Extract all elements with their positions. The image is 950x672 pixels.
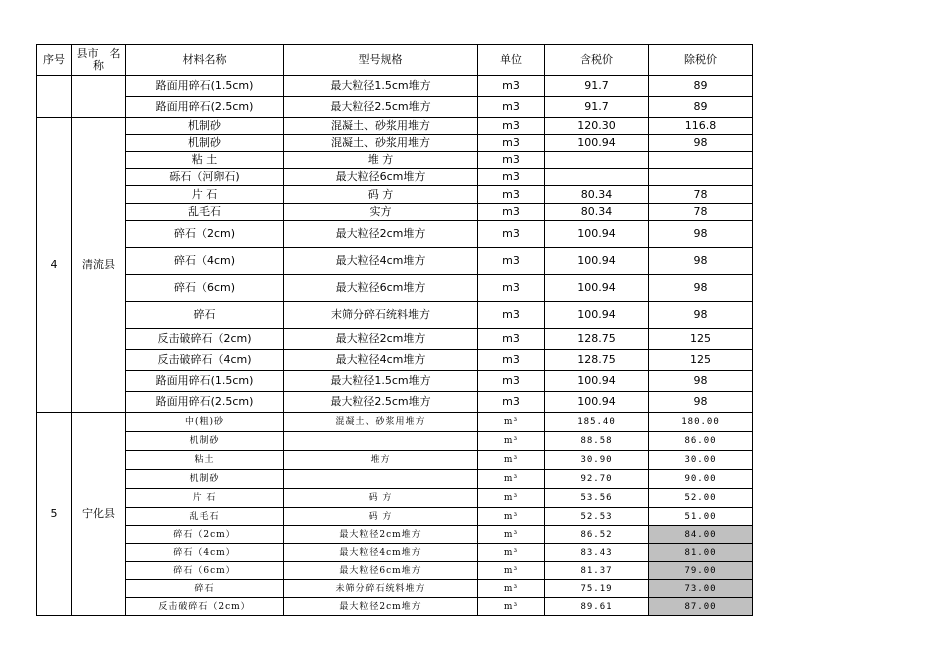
material-spec: 码 方 bbox=[284, 186, 478, 204]
price-tax-excl: 116.8 bbox=[649, 118, 753, 135]
table-row bbox=[37, 371, 753, 392]
group-top bbox=[37, 76, 753, 118]
material-name: 机制砂 bbox=[126, 118, 284, 135]
price-tax-excl: 78 bbox=[649, 204, 753, 221]
row-number: 4 bbox=[37, 118, 72, 413]
material-name: 碎石 bbox=[126, 580, 284, 598]
group-qingliu bbox=[37, 118, 753, 413]
unit: m3 bbox=[478, 221, 545, 248]
material-spec: 实方 bbox=[284, 204, 478, 221]
price-tax-incl: 88.58 bbox=[545, 432, 649, 451]
price-tax-excl: 79.00 bbox=[649, 562, 753, 580]
material-spec: 堆 方 bbox=[284, 152, 478, 169]
price-tax-incl: 30.90 bbox=[545, 451, 649, 470]
material-name: 路面用碎石(1.5cm) bbox=[126, 371, 284, 392]
table-row bbox=[37, 76, 753, 97]
price-tax-excl: 98 bbox=[649, 275, 753, 302]
material-name: 片 石 bbox=[126, 489, 284, 508]
price-tax-excl: 78 bbox=[649, 186, 753, 204]
table-row bbox=[37, 413, 753, 432]
price-tax-incl: 100.94 bbox=[545, 371, 649, 392]
material-spec: 码 方 bbox=[284, 489, 478, 508]
material-name: 机制砂 bbox=[126, 470, 284, 489]
material-spec: 最大粒径1.5cm堆方 bbox=[284, 371, 478, 392]
header-tax-incl: 含税价 bbox=[545, 45, 649, 76]
price-tax-incl: 81.37 bbox=[545, 562, 649, 580]
material-spec: 最大粒径2cm堆方 bbox=[284, 598, 478, 616]
unit: m3 bbox=[478, 392, 545, 413]
price-tax-incl: 91.7 bbox=[545, 76, 649, 97]
material-name: 乱毛石 bbox=[126, 204, 284, 221]
material-spec: 最大粒径2.5cm堆方 bbox=[284, 392, 478, 413]
material-name: 中(粗)砂 bbox=[126, 413, 284, 432]
material-spec: 混凝土、砂浆用堆方 bbox=[284, 413, 478, 432]
unit: m3 bbox=[478, 97, 545, 118]
unit: m³ bbox=[478, 470, 545, 489]
table-row bbox=[37, 248, 753, 275]
table-row bbox=[37, 169, 753, 186]
price-tax-incl: 53.56 bbox=[545, 489, 649, 508]
unit: m3 bbox=[478, 135, 545, 152]
material-spec: 最大粒径4cm堆方 bbox=[284, 248, 478, 275]
row-number: 5 bbox=[37, 413, 72, 616]
material-name: 粘 土 bbox=[126, 152, 284, 169]
price-tax-excl: 51.00 bbox=[649, 508, 753, 526]
unit: m3 bbox=[478, 275, 545, 302]
material-spec: 混凝土、砂浆用堆方 bbox=[284, 118, 478, 135]
price-tax-excl bbox=[649, 152, 753, 169]
unit: m3 bbox=[478, 169, 545, 186]
table-row bbox=[37, 152, 753, 169]
unit: m3 bbox=[478, 204, 545, 221]
price-tax-excl: 98 bbox=[649, 392, 753, 413]
unit: m3 bbox=[478, 302, 545, 329]
table-row bbox=[37, 432, 753, 451]
header-row bbox=[37, 45, 753, 76]
material-spec: 最大粒径2.5cm堆方 bbox=[284, 97, 478, 118]
price-tax-incl: 80.34 bbox=[545, 204, 649, 221]
table-row bbox=[37, 275, 753, 302]
table-row bbox=[37, 350, 753, 371]
unit: m³ bbox=[478, 598, 545, 616]
price-tax-excl: 98 bbox=[649, 302, 753, 329]
price-tax-excl: 125 bbox=[649, 329, 753, 350]
material-name: 粘土 bbox=[126, 451, 284, 470]
header-county-line2: 称 bbox=[93, 59, 104, 72]
table-row bbox=[37, 221, 753, 248]
header-spec: 型号规格 bbox=[284, 45, 478, 76]
header-name: 材料名称 bbox=[126, 45, 284, 76]
price-tax-incl: 128.75 bbox=[545, 350, 649, 371]
price-tax-incl: 83.43 bbox=[545, 544, 649, 562]
material-name: 碎石（2cm） bbox=[126, 526, 284, 544]
table-row bbox=[37, 580, 753, 598]
unit: m3 bbox=[478, 118, 545, 135]
price-tax-incl: 100.94 bbox=[545, 248, 649, 275]
table-row bbox=[37, 118, 753, 135]
table-row bbox=[37, 97, 753, 118]
material-name: 碎石（4cm) bbox=[126, 248, 284, 275]
price-tax-incl: 91.7 bbox=[545, 97, 649, 118]
unit: m³ bbox=[478, 562, 545, 580]
price-tax-excl: 98 bbox=[649, 221, 753, 248]
price-tax-excl: 52.00 bbox=[649, 489, 753, 508]
table-row bbox=[37, 135, 753, 152]
county-name: 清流县 bbox=[72, 118, 126, 413]
material-name: 砾石（河卵石) bbox=[126, 169, 284, 186]
price-tax-excl: 98 bbox=[649, 371, 753, 392]
unit: m³ bbox=[478, 526, 545, 544]
price-tax-excl: 89 bbox=[649, 97, 753, 118]
material-name: 碎石（4cm） bbox=[126, 544, 284, 562]
material-name: 反击破碎石（2cm) bbox=[126, 329, 284, 350]
price-tax-incl: 92.70 bbox=[545, 470, 649, 489]
material-spec: 堆方 bbox=[284, 451, 478, 470]
material-spec: 最大粒径4cm堆方 bbox=[284, 544, 478, 562]
price-tax-excl: 86.00 bbox=[649, 432, 753, 451]
price-tax-excl bbox=[649, 169, 753, 186]
price-table bbox=[36, 44, 753, 616]
unit: m³ bbox=[478, 432, 545, 451]
material-name: 路面用碎石(2.5cm) bbox=[126, 392, 284, 413]
material-spec bbox=[284, 432, 478, 451]
table-row bbox=[37, 489, 753, 508]
material-spec: 最大粒径6cm堆方 bbox=[284, 562, 478, 580]
table-row bbox=[37, 562, 753, 580]
unit: m3 bbox=[478, 76, 545, 97]
unit: m³ bbox=[478, 413, 545, 432]
price-tax-excl: 98 bbox=[649, 135, 753, 152]
unit: m3 bbox=[478, 329, 545, 350]
material-spec: 最大粒径2cm堆方 bbox=[284, 329, 478, 350]
price-tax-incl: 100.94 bbox=[545, 275, 649, 302]
material-spec: 码 方 bbox=[284, 508, 478, 526]
price-tax-excl: 30.00 bbox=[649, 451, 753, 470]
price-tax-incl bbox=[545, 152, 649, 169]
price-tax-excl: 98 bbox=[649, 248, 753, 275]
unit: m3 bbox=[478, 152, 545, 169]
table-row bbox=[37, 508, 753, 526]
price-tax-excl: 90.00 bbox=[649, 470, 753, 489]
price-tax-excl: 125 bbox=[649, 350, 753, 371]
unit: m3 bbox=[478, 248, 545, 275]
group-ninghua bbox=[37, 413, 753, 616]
material-name: 路面用碎石(1.5cm) bbox=[126, 76, 284, 97]
county-name: 宁化县 bbox=[72, 413, 126, 616]
unit: m³ bbox=[478, 489, 545, 508]
material-spec: 未筛分碎石统料堆方 bbox=[284, 580, 478, 598]
price-tax-incl: 100.94 bbox=[545, 221, 649, 248]
table-row bbox=[37, 598, 753, 616]
price-tax-incl: 120.30 bbox=[545, 118, 649, 135]
price-tax-incl: 100.94 bbox=[545, 302, 649, 329]
price-tax-excl: 73.00 bbox=[649, 580, 753, 598]
material-spec: 最大粒径2cm堆方 bbox=[284, 526, 478, 544]
header-no: 序号 bbox=[37, 45, 72, 76]
unit: m3 bbox=[478, 371, 545, 392]
header-county bbox=[72, 45, 126, 76]
price-tax-incl: 80.34 bbox=[545, 186, 649, 204]
material-name: 碎石（6cm） bbox=[126, 562, 284, 580]
price-tax-incl bbox=[545, 169, 649, 186]
table-row bbox=[37, 526, 753, 544]
price-tax-incl: 86.52 bbox=[545, 526, 649, 544]
material-name: 反击破碎石（4cm) bbox=[126, 350, 284, 371]
row-number bbox=[37, 76, 72, 118]
price-tax-incl: 100.94 bbox=[545, 135, 649, 152]
price-tax-excl: 180.00 bbox=[649, 413, 753, 432]
material-spec: 最大粒径6cm堆方 bbox=[284, 275, 478, 302]
price-tax-incl: 185.40 bbox=[545, 413, 649, 432]
unit: m3 bbox=[478, 186, 545, 204]
unit: m³ bbox=[478, 580, 545, 598]
material-name: 路面用碎石(2.5cm) bbox=[126, 97, 284, 118]
unit: m³ bbox=[478, 544, 545, 562]
price-tax-incl: 128.75 bbox=[545, 329, 649, 350]
table-row bbox=[37, 544, 753, 562]
price-tax-incl: 89.61 bbox=[545, 598, 649, 616]
price-tax-incl: 52.53 bbox=[545, 508, 649, 526]
unit: m³ bbox=[478, 508, 545, 526]
header-tax-excl: 除税价 bbox=[649, 45, 753, 76]
table-row bbox=[37, 329, 753, 350]
material-name: 碎石 bbox=[126, 302, 284, 329]
price-tax-excl: 87.00 bbox=[649, 598, 753, 616]
material-spec: 最大粒径2cm堆方 bbox=[284, 221, 478, 248]
material-name: 乱毛石 bbox=[126, 508, 284, 526]
table-row bbox=[37, 392, 753, 413]
unit: m³ bbox=[478, 451, 545, 470]
material-name: 反击破碎石（2cm） bbox=[126, 598, 284, 616]
material-spec: 混凝土、砂浆用堆方 bbox=[284, 135, 478, 152]
header-county-line1: 县市 名 bbox=[76, 47, 121, 60]
price-tax-incl: 75.19 bbox=[545, 580, 649, 598]
material-name: 碎石（6cm) bbox=[126, 275, 284, 302]
price-tax-excl: 89 bbox=[649, 76, 753, 97]
table-row bbox=[37, 204, 753, 221]
price-tax-excl: 81.00 bbox=[649, 544, 753, 562]
unit: m3 bbox=[478, 350, 545, 371]
table-row bbox=[37, 186, 753, 204]
table-row bbox=[37, 451, 753, 470]
price-tax-incl: 100.94 bbox=[545, 392, 649, 413]
table-row bbox=[37, 470, 753, 489]
material-name: 碎石（2cm) bbox=[126, 221, 284, 248]
material-name: 机制砂 bbox=[126, 135, 284, 152]
material-spec bbox=[284, 470, 478, 489]
material-spec: 最大粒径1.5cm堆方 bbox=[284, 76, 478, 97]
material-spec: 最大粒径4cm堆方 bbox=[284, 350, 478, 371]
material-spec: 最大粒径6cm堆方 bbox=[284, 169, 478, 186]
price-tax-excl: 84.00 bbox=[649, 526, 753, 544]
table-row bbox=[37, 302, 753, 329]
material-name: 片 石 bbox=[126, 186, 284, 204]
header-unit: 单位 bbox=[478, 45, 545, 76]
county-name bbox=[72, 76, 126, 118]
material-name: 机制砂 bbox=[126, 432, 284, 451]
material-spec: 末筛分碎石统料堆方 bbox=[284, 302, 478, 329]
